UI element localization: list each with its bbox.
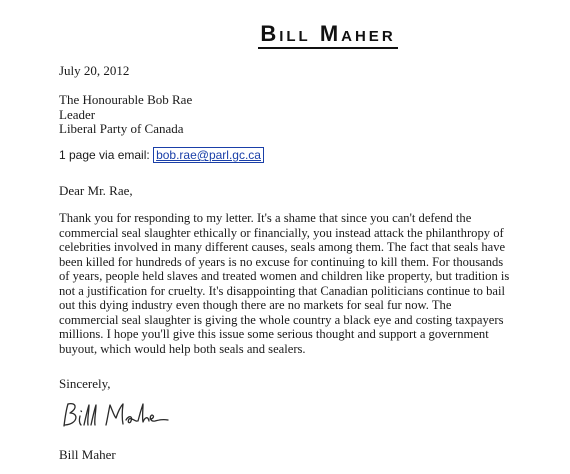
body-line: been killed for hundreds of years is no excuse for continuing to kill them. For thousands (59, 254, 504, 269)
delivery-line (59, 147, 264, 163)
signer-name: Bill Maher (59, 447, 116, 462)
letterhead (0, 22, 570, 49)
body-line: Thank you for responding to my letter. It's a shame that since you can't defend the (59, 211, 472, 225)
body-line: commercial seal slaughter ethically or financially, you instead attack the philanthropy of (59, 225, 504, 240)
body-line: not a justification for cruelty. It's disappointing that Canadian politicians continue to bail (59, 283, 505, 298)
body-line: of years, people held slaves and treated women and children like property, but tradition is (59, 269, 510, 283)
handwritten-signature (56, 398, 176, 434)
recipient-address (59, 93, 192, 137)
closing: Sincerely, (59, 376, 111, 391)
email-link[interactable]: bob.rae@parl.gc.ca (153, 147, 264, 163)
body-line: commercial seal slaughter is giving the whole country a black eye and costing taxpayers (59, 312, 504, 327)
letter-date: July 20, 2012 (59, 63, 130, 78)
recipient-name: The Honourable Bob Rae (59, 92, 193, 107)
delivery-prefix: 1 page via email: (59, 148, 150, 162)
recipient-organization: Liberal Party of Canada (59, 121, 184, 136)
letter-body (59, 211, 549, 356)
body-line: millions. I hope you'll give this issue some serious thought and support a government (59, 327, 489, 341)
salutation: Dear Mr. Rae, (59, 183, 133, 198)
body-line: out this dying industry even though there are no markets for seal fur now. The (59, 298, 452, 312)
recipient-title: Leader (59, 106, 96, 122)
body-line: celebrities involved in many different causes, seals among them. The fact that seals have (59, 240, 506, 254)
letterhead-name: Bill Maher (258, 22, 397, 49)
body-line: buyout, which would help both seals and sealers. (59, 341, 306, 356)
